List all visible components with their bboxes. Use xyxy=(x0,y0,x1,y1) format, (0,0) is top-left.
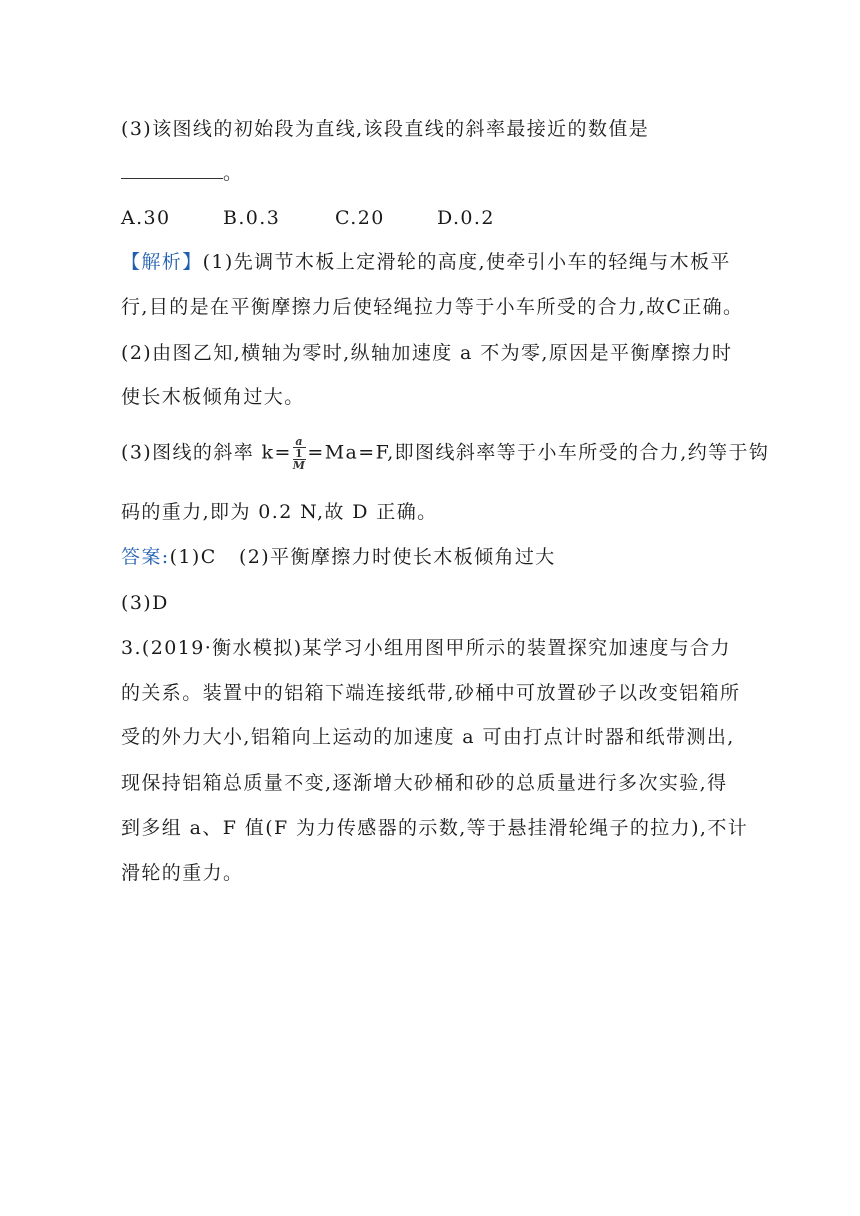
analysis-p1-text: (1)先调节木板上定滑轮的高度,使牵引小车的轻绳与木板平 xyxy=(202,251,731,273)
answer-blank xyxy=(121,164,223,179)
choice-d: D.0.2 xyxy=(437,207,495,229)
question-3-line-1: (3)该图线的初始段为直线,该段直线的斜率最接近的数值是 xyxy=(121,118,650,140)
analysis-p3-line-1 xyxy=(121,436,769,471)
choices xyxy=(121,205,495,231)
analysis-p2-line-1: (2)由图乙知,横轴为零时,纵轴加速度 a 不为零,原因是平衡摩擦力时 xyxy=(121,342,733,364)
problem-3-line-5: 到多组 a、F 值(F 为力传感器的示数,等于悬挂滑轮绳子的拉力),不计 xyxy=(121,817,749,839)
problem-3-line-4: 现保持铝箱总质量不变,逐渐增大砂桶和砂的总质量进行多次实验,得 xyxy=(121,772,728,794)
answer-line-1 xyxy=(121,544,556,570)
fraction-denominator-bottom: M xyxy=(292,459,307,472)
choice-b: B.0.3 xyxy=(223,207,281,229)
problem-3-line-1: 3.(2019·衡水模拟)某学习小组用图甲所示的装置探究加速度与合力 xyxy=(121,637,731,659)
analysis-p1-line-1 xyxy=(121,249,731,275)
fraction-numerator: a xyxy=(293,436,307,448)
choice-c: C.20 xyxy=(335,207,385,229)
fraction-denominator xyxy=(293,448,307,471)
answer-line-2: (3)D xyxy=(121,592,169,614)
answer-label: 答案: xyxy=(121,546,170,568)
analysis-label: 【解析】 xyxy=(121,251,203,273)
fraction-denominator-top: 1 xyxy=(293,448,307,460)
analysis-p3-suffix: =Ma=F,即图线斜率等于小车所受的合力,约等于钩 xyxy=(307,441,770,464)
answer-text: (1)C (2)平衡摩擦力时使长木板倾角过大 xyxy=(169,546,556,568)
choice-a: A.30 xyxy=(121,207,171,229)
problem-3-line-3: 受的外力大小,铝箱向上运动的加速度 a 可由打点计时器和纸带测出, xyxy=(121,726,735,748)
question-3-line-2 xyxy=(121,160,243,186)
problem-3-line-2: 的关系。装置中的铝箱下端连接纸带,砂桶中可放置砂子以改变铝箱所 xyxy=(121,682,741,704)
analysis-p2-line-2: 使长木板倾角过大。 xyxy=(121,386,305,408)
analysis-p3-line-2: 码的重力,即为 0.2 N,故 D 正确。 xyxy=(121,501,438,523)
analysis-p3-prefix: (3)图线的斜率 k= xyxy=(121,441,292,464)
problem-3-line-6: 滑轮的重力。 xyxy=(121,862,244,884)
blank-suffix: 。 xyxy=(223,162,244,184)
slope-fraction xyxy=(293,436,307,471)
analysis-p1-line-2: 行,目的是在平衡摩擦力后使轻绳拉力等于小车所受的合力,故C正确。 xyxy=(121,296,744,318)
